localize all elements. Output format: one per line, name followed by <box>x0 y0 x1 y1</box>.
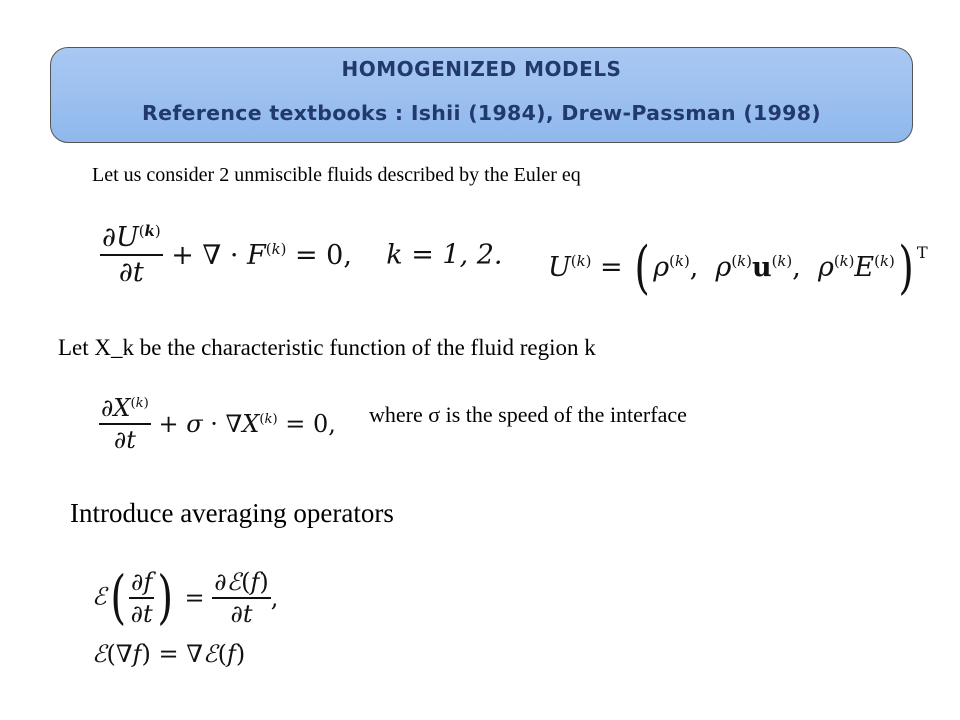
intro-text: Let us consider 2 unmiscible fluids described by the Euler eq <box>92 164 581 186</box>
averaging-time-equation: ℰ( $\frac{\partial f}{\partial t}$ ) = $\frac{\text{∂ℰ(f)}}{\partial t}$ , <box>92 564 279 632</box>
euler-k-values: k = 1, 2. <box>386 239 503 271</box>
averaging-text: Introduce averaging operators <box>70 498 394 528</box>
state-vector-equation: $U^{(k)}$ = ( $\rho^{(k)}$, $\rho^{(k)}u^{(k)}$, $\rho^{(k)}E^{(k)}$) $^T$ <box>548 235 928 301</box>
averaging-gradient-equation: ℰ(∇f) = ∇ℰ(f) <box>92 640 246 668</box>
header-subtitle: Reference textbooks : Ishii (1984), Drew-Passman (1998) <box>142 101 821 125</box>
characteristic-text: Let X_k be the characteristic function of the fluid region k <box>58 335 596 360</box>
header-title: HOMOGENIZED MODELS <box>341 57 622 81</box>
header-box <box>50 47 913 143</box>
sigma-note: where σ is the speed of the interface <box>369 402 687 427</box>
euler-equation: $\frac{\partial U^{(k)}}{\partial t}$ + ∇ · $F^{(k)} = 0$, k = 1, 2. <box>102 222 503 288</box>
transport-equation: $\frac{\partial X^{(k)}}{\partial t}$ + $\sigma \cdot \nabla X^{(k)} = 0$, <box>101 394 336 454</box>
